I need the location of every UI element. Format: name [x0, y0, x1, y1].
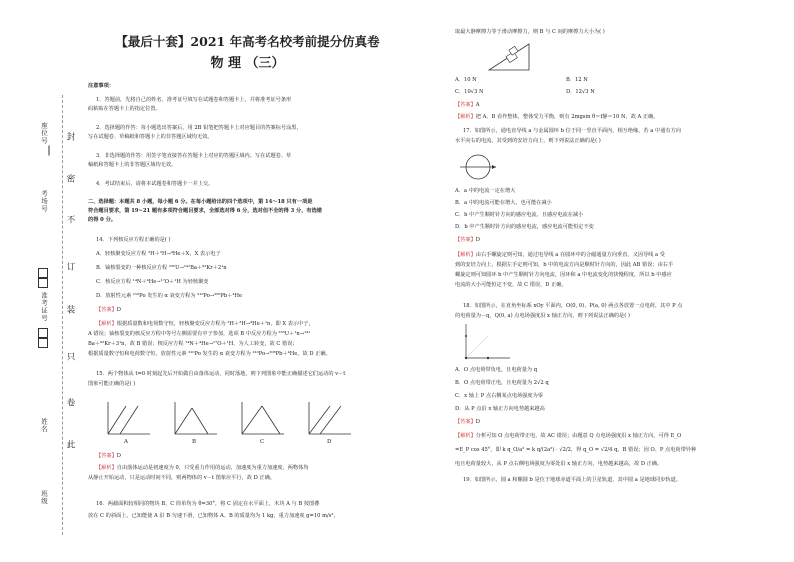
q17-option-b: B．a 中的电流可能在增大，也可能在减小	[455, 200, 552, 206]
exam-subtitle: 物 理 （三）	[210, 56, 285, 71]
q17-analysis: 螺旋定则可知圆环 b 中产生顺时针方向电流，因环和 a 中电流变化的快慢程度，所以 b 中感应	[455, 272, 672, 278]
q18-stem: 的电荷量为－q，Q(0, a) 点电场强度沿 x 轴正方向，则下列说法正确的是( )	[455, 313, 630, 319]
exam-title: 【最后十套】2021 年高考名校考前提分仿真卷	[115, 34, 380, 49]
q16-diagram	[485, 38, 535, 74]
q16-option-c: C．10√3 N	[455, 89, 484, 95]
margin-char-7: 卷	[65, 398, 75, 408]
q18-stem: 18．如图所示，在直角坐标系 xOy 平面内，O(0, 0)、P(a, 0) 两点各放置一点电荷，其中 P 点	[463, 303, 683, 309]
graph-a-label: A	[124, 439, 128, 445]
q18-option-b: B．O 点电荷带正电，且电荷量为 2√2 q	[455, 380, 549, 386]
cut-line	[62, 95, 63, 535]
margin-char-2: 密	[65, 174, 75, 184]
graph-b-label: B	[192, 439, 197, 445]
notice-line: 2．选择题的作答：每小题选出答案后，用 2B 铅笔把答题卡上对应题目的答案标号涂黑，	[96, 125, 302, 131]
q16-option-d: D．12√3 N	[566, 89, 595, 95]
q18-answer: 【答案】D	[455, 419, 480, 425]
margin-char-8: 此	[65, 440, 75, 450]
q14-stem: 14．下列核反应方程正确的是( )	[96, 237, 171, 243]
graph-c-label: C	[260, 439, 265, 445]
seat-number-label: 座位号	[40, 122, 48, 145]
q19-stem: 19．如图所示，圆 a 和椭圆 b 是位于地球赤道平面上的卫星轨道，其中圆 a 是地球同步轨道。	[463, 477, 681, 483]
q14-option-a: A．轻核聚变反应方程 ²H＋³H→⁴He＋X，X 表示电子	[96, 251, 221, 257]
q15-analysis: 【解析】自由落体运动是初速度为 0、只受重力作用的运动，加速度为重力加速度，两物体均	[96, 465, 309, 471]
q17-option-d: D．b 中产生顺时针方向的感应电流，感应电流可能恒定不变	[455, 224, 594, 230]
notice-line: 4．考试结束后，请将本试题卷和答题卡一并上交。	[96, 181, 214, 187]
graph-c	[242, 402, 284, 434]
q17-diagram	[458, 150, 498, 184]
notice-heading: 注意事项：	[88, 83, 114, 89]
section-heading: 符合题目要求，第 19~21 题有多项符合题目要求，全部选对得 6 分，选对但不全的得 3 分，有选错	[88, 208, 322, 214]
q14-option-c: C．核反应方程 ¹⁴N＋⁴He→¹⁷O＋¹H 为轻核聚变	[96, 279, 209, 285]
q14-analysis: 根据质量数守恒和电荷数守恒，放射性元素 ²¹⁰Po 发生的 α 衰变方程为 ²¹⁰Po→²⁰⁶Pb＋⁴He，故 D 正确。	[88, 351, 331, 357]
q18-option-d: D．从 P 点沿 x 轴正方向电势越来越高	[455, 406, 545, 412]
margin-char-6: 只	[65, 352, 75, 362]
q15-answer: 【答案】D	[96, 453, 121, 459]
q14-answer: 【答案】D	[96, 307, 121, 313]
admission-boxes	[38, 268, 47, 398]
q16-stem: 16．两截面积较相同的物块 B、C 简单均为 θ=30°，将 C 固定在水平面上，木块 A 与 B 按图叠	[96, 501, 320, 507]
q17-option-a: A．a 中的电流一定在增大	[455, 188, 516, 194]
margin-char-3: 不	[65, 215, 75, 225]
q17-answer: 【答案】D	[455, 237, 480, 243]
graph-a	[108, 402, 150, 434]
q17-analysis: 到的安培力向上，根据左手定则可知，b 中的电流方向是顺时针方向的，因此 AB 错误；由右手	[455, 262, 674, 268]
q14-analysis: 【解析】根据质量数和电荷数守恒，轻核聚变反应方程为 ²H＋³H→⁴He＋¹n，即 X 表示中子，	[96, 321, 314, 327]
q14-analysis: A 错误；铀核裂变的核反应方程中等号左侧需要有中子参加，选项 B 中反应方程为 ²³⁵U＋¹n→¹⁴¹	[88, 331, 311, 337]
q15-graphs	[100, 398, 370, 446]
q14-option-d: D．放射性元素 ²¹⁰Po 发生的 α 衰变方程为 ²¹⁰Po→²⁰⁶Pb＋⁴He	[96, 293, 243, 299]
q16-stem: 放在 C 的斜面上，已知能使 A 沿 B 匀速下滑，已知物体 A、B 的质量均为 1 kg，重力加速度 g=10 m/s²，	[88, 513, 339, 519]
section-heading: 的得 0 分。	[88, 217, 116, 223]
q16-option-a: A．10 N	[455, 77, 477, 83]
q18-option-c: C．x 轴上 P 点右侧某点电场强度为零	[455, 393, 543, 399]
notice-line: 3．非选择题的作答：用签字笔直接答在答题卡上对应的答题区域内。写在试题卷、草	[96, 153, 292, 159]
notice-line: 1．答题前，先将自己的姓名、准考证号填写在试题卷和答题卡上，并将准考证号条形	[96, 97, 292, 103]
graph-d-label: D	[327, 439, 332, 445]
margin-char-1: 封	[65, 132, 75, 142]
notice-line: 码粘贴在答题卡上的指定位置。	[88, 106, 161, 112]
q16-stem-cont: 取最大静摩擦力等于滑动摩擦力，则 B 与 C 间的摩擦力大小为( )	[455, 29, 605, 35]
name-label: 姓名	[40, 418, 48, 433]
q18-option-a: A．O 点电荷带负电，且电荷量为 q	[455, 367, 538, 373]
q16-option-b: B．12 N	[566, 77, 588, 83]
q15-analysis: 从静止开始运动，只是运动时间不同，则两物体的 v－t 图象应平行，故 D 正确。	[88, 475, 275, 481]
q18-diagram	[458, 322, 513, 362]
graph-d	[309, 402, 351, 434]
q18-analysis: 电且电荷量较大，从 P 点右侧电场强度为零处沿 x 轴正方向，电势越来越高，故 D 正确。	[455, 461, 663, 467]
q14-option-b: B．铀核裂变的一种核反应方程 ²³⁵U→¹⁴¹Ba＋⁹²Kr＋2¹n	[96, 265, 227, 271]
q15-stem: 15．两个物体从 t=0 时刻起先后开始做自由落体运动，同时落地，则下列图象中能正确描述它们运动的 v－t	[96, 371, 346, 377]
q18-analysis: =E_P cos 45°，即 k q_O/a² = k q/(2a²) · √2/2，得 q_O = √2/4 q，B 错误；因 O、P 点电荷带异种	[455, 447, 697, 453]
admission-number-label: 准考证号	[40, 292, 48, 322]
q17-stem: 水平向右的电流，其受到的安培力向上，则下列说法正确的是( )	[455, 138, 601, 144]
q17-analysis: 【解析】由右手螺旋定则可知，通过电导线 a 在圆环中的合磁通量方向垂直，又因导线 a 受	[455, 252, 665, 258]
exam-room-label: 考场号	[40, 190, 48, 213]
q17-analysis: 电流的大小可能恒定不变，故 C 错误，D 正确。	[455, 282, 567, 288]
q16-answer: 【答案】A	[455, 102, 480, 108]
margin-char-5: 装	[65, 305, 75, 315]
graph-b	[175, 402, 217, 434]
margin-char-4: 订	[65, 262, 75, 272]
section-heading: 二、选择题：本题共 8 小题，每小题 6 分。在每小题给出的四个选项中，第 14～18 只有一项是	[88, 199, 313, 205]
class-label: 班级	[40, 490, 48, 505]
notice-line: 写在试题卷、草稿纸和答题卡上的非答题区域均无效。	[88, 134, 213, 140]
q14-analysis: Ba＋⁹²Kr＋3¹n，故 B 错误；核反应方程 ¹⁴N＋⁴He→¹⁷O＋¹H，为人工转变，故 C 错误；	[88, 341, 298, 347]
q16-analysis: 【解析】把 A、B 看作整体，整体受力平衡，则有 2mgsin θ＝f静＝10 N，故 A 正确。	[455, 114, 659, 120]
q17-stem: 17．如图所示，通电直导线 a 与金属圆环 b 位于同一竖直平面内，相互绝缘，若 a 中通有方向	[463, 128, 681, 134]
q18-analysis: 【解析】分析可知 O 点电荷带正电，故 AC 错误；由题意 Q 点电场强度沿 x 轴正方向，可得 E_O	[455, 433, 682, 439]
q15-stem: 图象可能正确的是( )	[88, 381, 136, 387]
notice-line: 稿纸和答题卡上的非答题区域均无效。	[88, 162, 177, 168]
q17-option-c: C．b 中产生顺时针方向的感应电流，且感应电流在减小	[455, 212, 584, 218]
